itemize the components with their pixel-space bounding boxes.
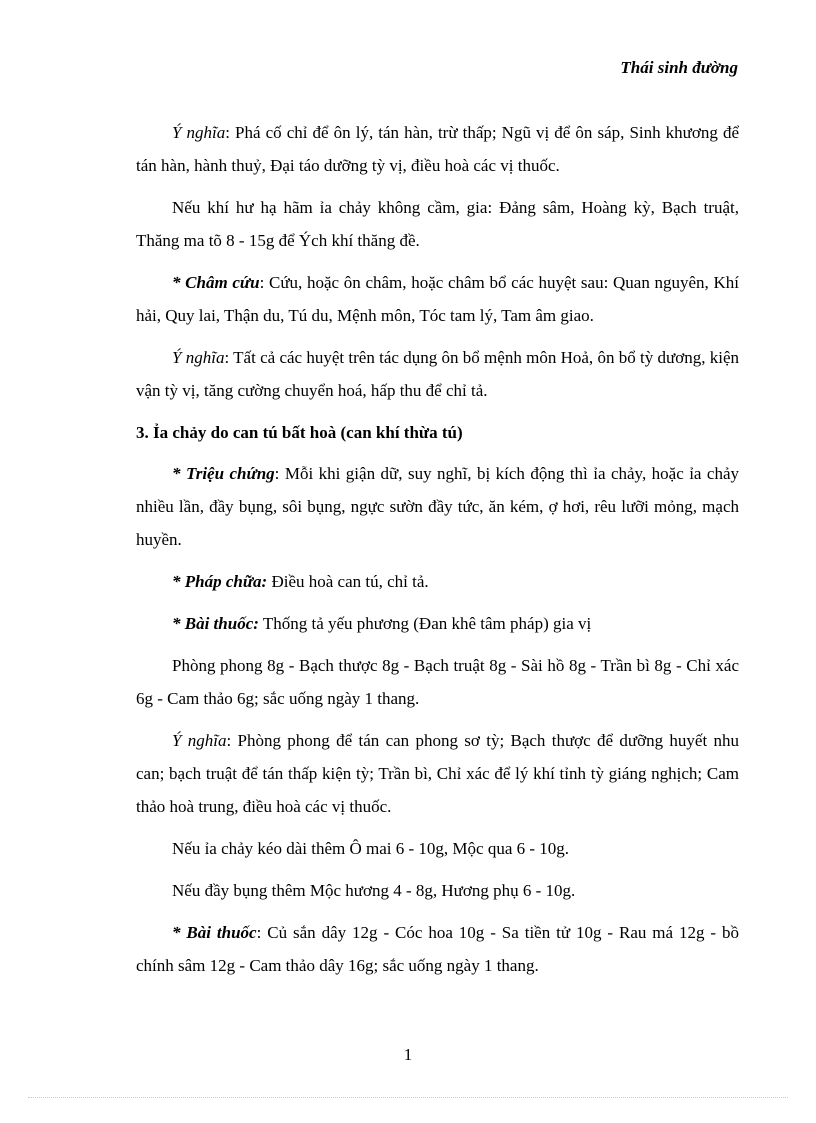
paragraph-text: : Cứu, hoặc ôn châm, hoặc châm bổ các huyệt sau: Quan nguyên, Khí hải, Quy lai, Thận du, Tú du, Mệnh môn, Tóc tam lý, Tam âm giao. [136, 273, 739, 325]
paragraph-phap-chua [136, 565, 739, 598]
paragraph-text: Điều hoà can tú, chỉ tả. [267, 572, 429, 591]
lead-y-nghia: Ý nghĩa [172, 123, 226, 142]
lead-y-nghia: Ý nghĩa [172, 731, 227, 750]
lead-phap-chua: * Pháp chữa: [172, 572, 268, 591]
paragraph-gia-giam [136, 191, 739, 257]
paragraph-y-nghia-phu-lieu [136, 116, 739, 182]
paragraph-text: Thống tả yếu phương (Đan khê tâm pháp) gia vị [258, 614, 592, 633]
paragraph-text: : Phá cố chỉ để ôn lý, tán hàn, trừ thấp; Ngũ vị để ôn sáp, Sinh khương để tán hàn, hành thuỷ, Đại táo dưỡng tỳ vị, điều hoà các vị thuốc. [136, 123, 739, 175]
paragraph-trieu-chung [136, 457, 739, 556]
paragraph-y-nghia-bai-thuoc [136, 724, 739, 823]
lead-bai-thuoc: * Bài thuốc [172, 923, 257, 942]
paragraph-gia-giam-ia-chay [136, 832, 739, 865]
paragraph-bai-thuoc-2 [136, 916, 739, 982]
paragraph-text: Nếu ỉa chảy kéo dài thêm Ô mai 6 - 10g, Mộc qua 6 - 10g. [172, 839, 570, 858]
paragraph-text: : Tất cả các huyệt trên tác dụng ôn bổ mệnh môn Hoả, ôn bổ tỳ dương, kiện vận tỳ vị, tăng cường chuyển hoá, hấp thu để chỉ tả. [136, 348, 739, 400]
paragraph-text: Nếu đầy bụng thêm Mộc hương 4 - 8g, Hương phụ 6 - 10g. [172, 881, 576, 900]
lead-trieu-chung: * Triệu chứng [172, 464, 275, 483]
paragraph-text: Nếu khí hư hạ hãm ỉa chảy không cầm, gia: Đảng sâm, Hoàng kỳ, Bạch truật, Thăng ma tõ 8 - 15g để Ých khí thăng đề. [136, 198, 739, 250]
document-body [136, 116, 739, 991]
page-header-title: Thái sinh đường [620, 58, 738, 77]
lead-cham-cuu: * Châm cứu [172, 273, 260, 292]
page-number: 1 [403, 1045, 413, 1064]
paragraph-cham-cuu [136, 266, 739, 332]
paragraph-text: : Củ sắn dây 12g - Cóc hoa 10g - Sa tiền tử 10g - Rau má 12g - bồ chính sâm 12g - Cam thảo dây 16g; sắc uống ngày 1 thang. [136, 923, 739, 975]
paragraph-cong-thuc [136, 649, 739, 715]
lead-bai-thuoc: * Bài thuốc: [172, 614, 259, 633]
paragraph-bai-thuoc [136, 607, 739, 640]
section-heading: 3. Ỉa chảy do can tú bất hoà (can khí thừa tú) [136, 423, 463, 442]
paragraph-text: : Mỗi khi giận dữ, suy nghĩ, bị kích động thì ỉa chảy, hoặc ỉa chảy nhiều lần, đầy bụng, sôi bụng, ngực sườn đầy tức, ăn kém, ợ hơi, rêu lưỡi mỏng, mạch huyền. [136, 464, 740, 549]
paragraph-gia-giam-day-bung [136, 874, 739, 907]
paragraph-text: Phòng phong 8g - Bạch thược 8g - Bạch truật 8g - Sài hồ 8g - Trần bì 8g - Chỉ xác 6g - Cam thảo 6g; sắc uống ngày 1 thang. [136, 656, 739, 708]
lead-y-nghia: Ý nghĩa [172, 348, 225, 367]
footer-divider [28, 1097, 788, 1098]
paragraph-y-nghia-huyet [136, 341, 739, 407]
paragraph-text: : Phòng phong để tán can phong sơ tỳ; Bạch thược để dưỡng huyết nhu can; bạch truật để tán thấp kiện tỳ; Trần bì, Chỉ xác để lý khí tỉnh tỳ giáng nghịch; Cam thảo hoà trung, điều hoà các vị thuốc. [136, 731, 739, 816]
